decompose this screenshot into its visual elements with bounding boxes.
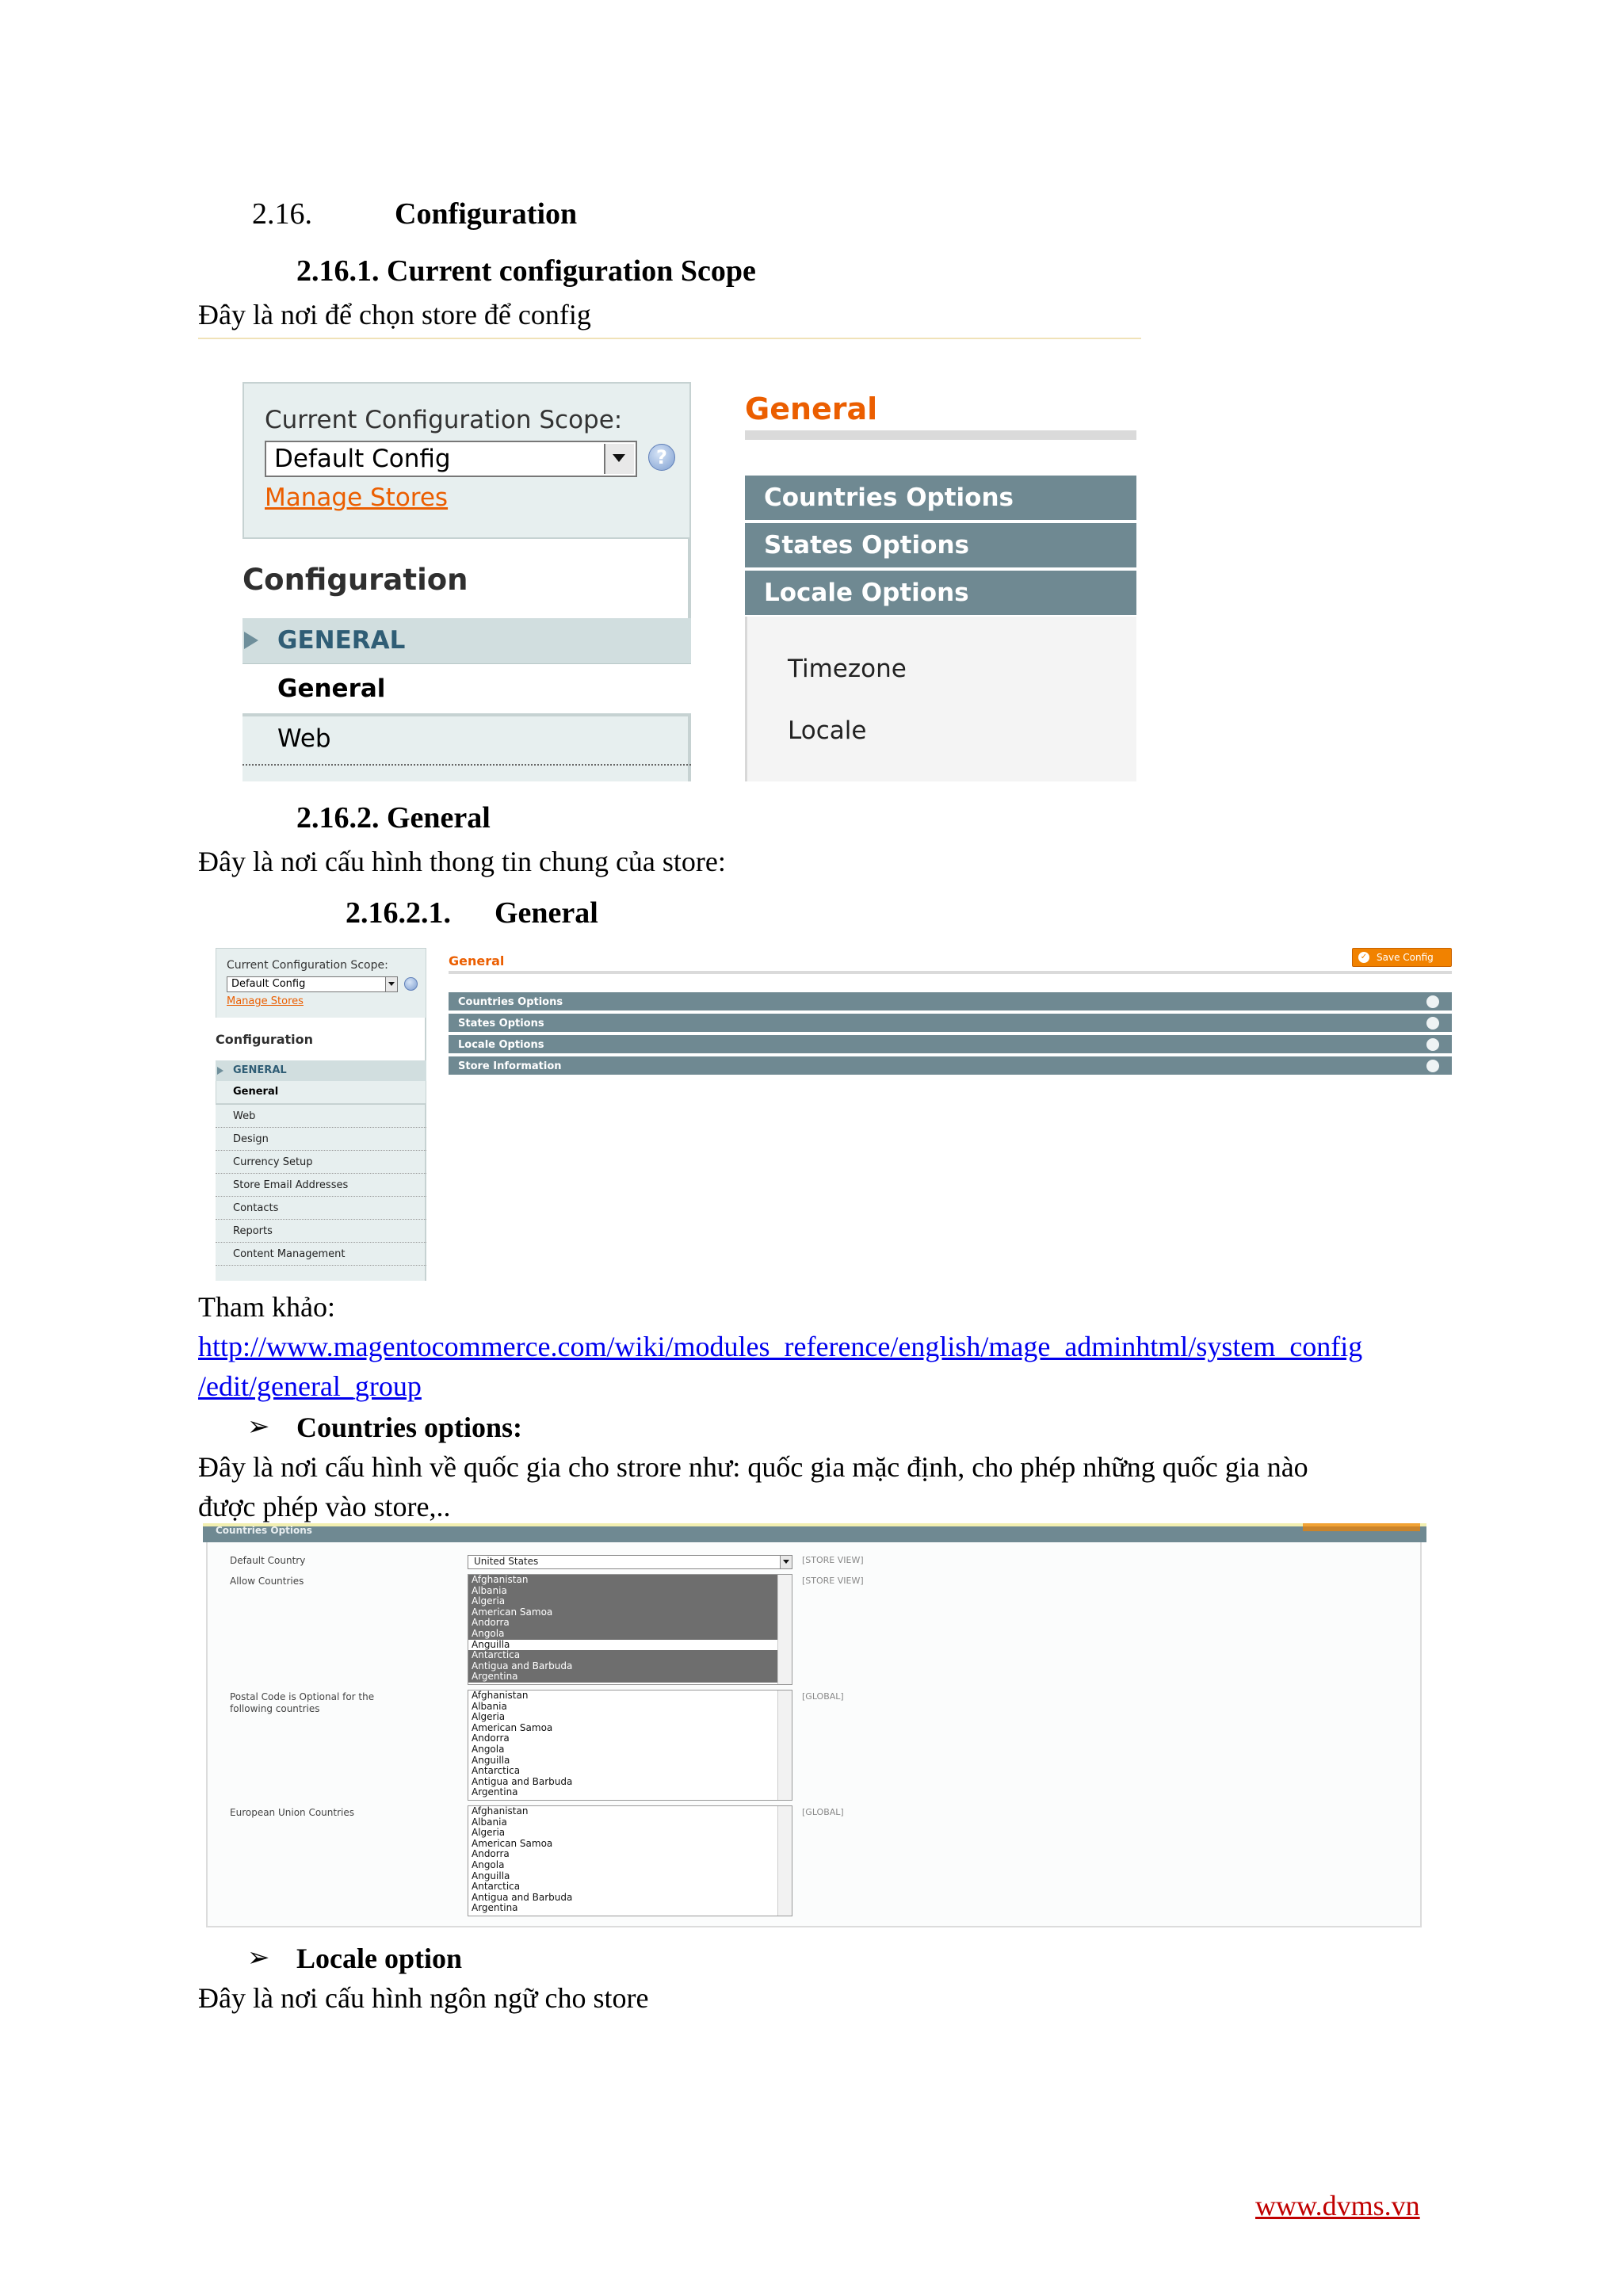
menu-item-general[interactable]: General [277,674,386,703]
postal-optional-label-line2: following countries [230,1703,320,1714]
list-item[interactable]: Argentina [472,1786,518,1798]
reference-link[interactable]: http://www.magentocommerce.com/wiki/modules_reference/english/mage_adminhtml/system_config [198,1331,1363,1362]
bullet-countries-options: Countries options: [296,1412,523,1443]
triangle-right-icon [217,1067,223,1075]
heading-2-16-2: 2.16.2. General [296,801,491,835]
section-locale-options[interactable]: Locale Options [745,571,1136,615]
postal-optional-label-line1: Postal Code is Optional for the [230,1691,375,1702]
section-number-2-16: 2.16. [252,197,312,231]
heading-2-16-1: 2.16.1. Current configuration Scope [296,254,756,288]
menu-item-store-email-addresses[interactable]: Store Email Addresses [216,1174,426,1197]
list-item[interactable]: Antigua and Barbuda [468,1661,777,1672]
postal-optional-label [230,1691,374,1715]
section-title-configuration: Configuration [395,197,578,231]
list-item[interactable]: Angola [472,1859,505,1870]
locale-item-locale[interactable]: Locale [788,716,867,745]
configuration-heading: Configuration [242,563,468,597]
scrollbar[interactable] [777,1575,792,1684]
section-states-options[interactable]: States Options [449,1014,1452,1033]
list-item[interactable]: Anguilla [472,1638,510,1650]
page-title: General [449,953,505,968]
expand-icon[interactable] [1426,1038,1439,1051]
list-item[interactable]: Antigua and Barbuda [472,1775,573,1787]
reference-label: Tham khảo: [198,1291,335,1323]
list-item[interactable]: Algeria [472,1827,506,1839]
divider [198,338,1141,339]
scope-select-value: Default Config [274,445,451,473]
expand-icon[interactable] [1426,1017,1439,1030]
locale-options-panel [745,617,1136,781]
list-item[interactable]: Antigua and Barbuda [472,1891,573,1903]
chevron-down-icon[interactable] [385,977,397,991]
list-item[interactable]: Angola [468,1629,777,1640]
list-item[interactable]: Argentina [468,1671,777,1683]
postal-optional-list[interactable] [468,1690,792,1801]
scope-label: Current Configuration Scope: [265,406,623,434]
allow-countries-label: Allow Countries [230,1576,304,1587]
list-item[interactable]: Afghanistan [468,1575,777,1586]
list-item[interactable]: Andorra [472,1848,510,1860]
paragraph-countries-2: được phép vào store,.. [198,1491,451,1522]
list-item[interactable]: Andorra [472,1733,510,1744]
scrollbar[interactable] [777,1690,792,1800]
eu-countries-list[interactable] [468,1805,792,1916]
list-item[interactable]: American Samoa [472,1721,553,1733]
paragraph-countries-1: Đây là nơi cấu hình về quốc gia cho strore như: quốc gia mặc định, cho phép những quốc gia nào [198,1451,1308,1483]
manage-stores-link[interactable]: Manage Stores [227,995,304,1007]
list-item[interactable]: Albania [472,1700,507,1712]
menu-item-content-management[interactable]: Content Management [216,1243,426,1266]
section-locale-options[interactable]: Locale Options [449,1035,1452,1055]
list-item[interactable]: Antarctica [468,1650,777,1661]
general-group-label[interactable]: GENERAL [233,1064,287,1076]
arrow-bullet-icon: ➢ [247,1943,270,1973]
list-item[interactable]: Andorra [468,1618,777,1629]
list-item[interactable]: Algeria [468,1596,777,1607]
section-states-options[interactable]: States Options [745,523,1136,567]
scope-tag: [GLOBAL] [802,1691,844,1702]
check-icon: ✓ [1358,952,1369,963]
menu-item-reports[interactable]: Reports [216,1220,426,1243]
list-item[interactable]: Antarctica [472,1881,521,1893]
scope-select-value: Default Config [231,978,306,990]
reference-link-continued[interactable]: /edit/general_group [198,1370,422,1402]
countries-options-header-title: Countries Options [216,1525,312,1536]
scope-tag: [STORE VIEW] [802,1555,864,1565]
manage-stores-link[interactable]: Manage Stores [265,483,449,512]
scope-tag: [STORE VIEW] [802,1576,864,1586]
eu-countries-label: European Union Countries [230,1807,354,1818]
section-countries-options[interactable]: Countries Options [449,992,1452,1012]
general-group-label[interactable]: GENERAL [277,626,406,655]
list-item[interactable]: Afghanistan [472,1805,529,1817]
menu-item-contacts[interactable]: Contacts [216,1197,426,1220]
paragraph-2-16-2: Đây là nơi cấu hình thong tin chung của store: [198,846,726,877]
page-title: General [745,392,878,426]
list-item[interactable]: Argentina [472,1902,518,1914]
scrollbar[interactable] [777,1806,792,1916]
title-rule [449,971,1452,974]
default-country-value: United States [474,1556,539,1567]
menu-item-currency-setup[interactable]: Currency Setup [216,1151,426,1174]
save-button-fragment [1303,1523,1420,1531]
menu-item-design[interactable]: Design [216,1128,426,1151]
arrow-bullet-icon: ➢ [247,1412,270,1442]
menu-item-web[interactable]: Web [216,1105,426,1128]
paragraph-locale: Đây là nơi cấu hình ngôn ngữ cho store [198,1982,649,2014]
heading-2-16-2-1-number: 2.16.2.1. [346,896,451,930]
allow-countries-list[interactable] [468,1574,792,1685]
list-item[interactable]: Albania [472,1816,507,1828]
list-item[interactable]: American Samoa [472,1837,553,1849]
triangle-right-icon [244,632,258,649]
default-country-label: Default Country [230,1555,306,1566]
countries-options-header[interactable] [203,1523,1426,1542]
heading-2-16-2-1-title: General [495,896,598,930]
locale-item-timezone[interactable]: Timezone [788,655,907,683]
scope-tag: [GLOBAL] [802,1807,844,1817]
chevron-down-icon[interactable] [780,1556,792,1568]
help-icon[interactable] [404,977,418,991]
bullet-locale-option: Locale option [296,1943,463,1974]
section-store-information[interactable]: Store Information [449,1056,1452,1076]
expand-icon[interactable] [1426,1060,1439,1072]
list-item[interactable]: Antarctica [472,1765,521,1777]
list-item[interactable]: Angola [472,1743,505,1755]
list-item[interactable]: Anguilla [472,1754,510,1766]
list-item[interactable]: Anguilla [472,1870,510,1881]
list-item[interactable]: Algeria [472,1711,506,1723]
configuration-heading: Configuration [216,1032,314,1047]
expand-icon[interactable] [1426,995,1439,1008]
section-countries-options[interactable]: Countries Options [745,476,1136,520]
chevron-down-icon[interactable] [604,444,634,474]
divider [242,764,691,766]
menu-item-web[interactable]: Web [277,724,331,753]
list-item[interactable]: Afghanistan [472,1690,529,1701]
help-icon[interactable]: ? [648,444,675,471]
scope-label: Current Configuration Scope: [227,959,388,972]
footer-link[interactable]: www.dvms.vn [1255,2190,1420,2222]
list-item[interactable]: Albania [468,1586,777,1597]
save-config-button[interactable]: Save Config [1352,948,1452,967]
menu-item-general[interactable]: General [233,1086,279,1098]
list-item[interactable]: American Samoa [468,1607,777,1618]
title-rule [745,430,1136,440]
paragraph-2-16-1: Đây là nơi để chọn store để config [198,299,591,330]
